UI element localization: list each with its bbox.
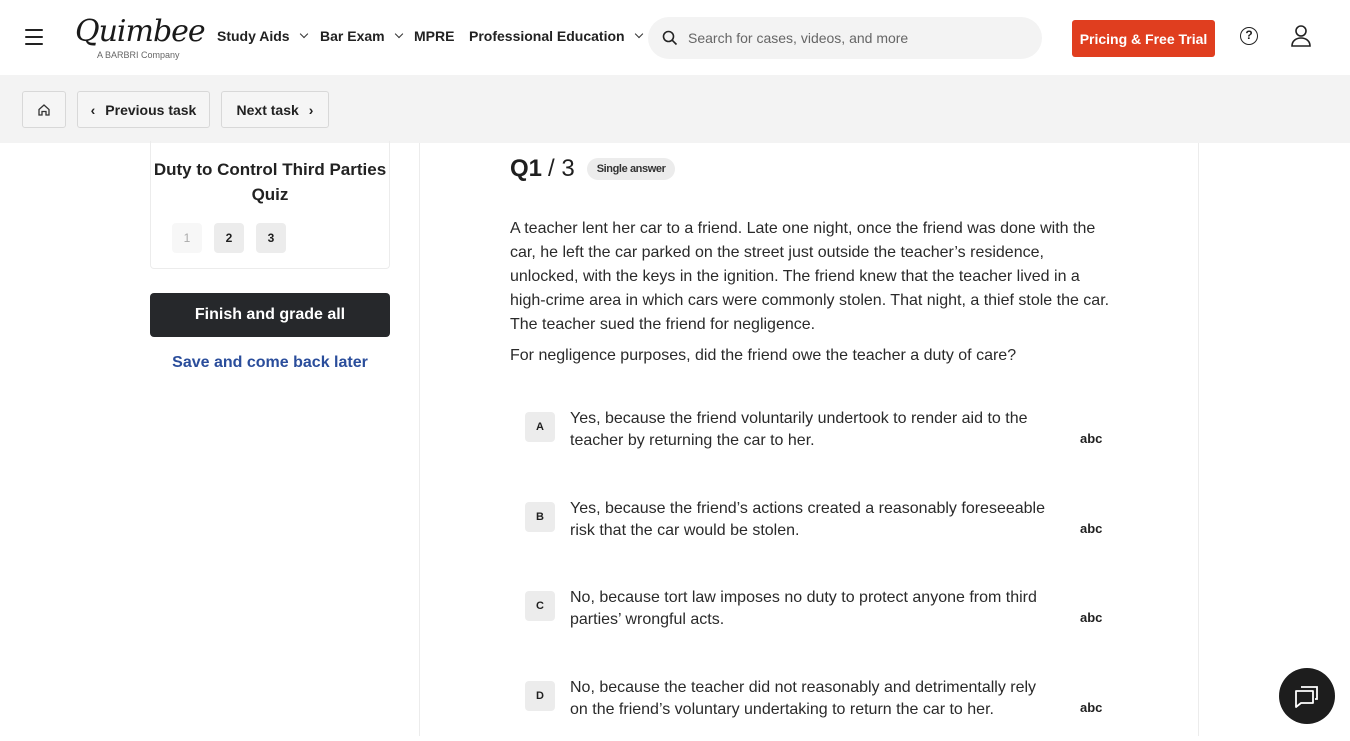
save-and-come-back-link[interactable]: Save and come back later xyxy=(172,354,368,371)
strikethrough-toggle[interactable]: abc xyxy=(1080,610,1103,625)
option-text: Yes, because the friend’s actions created a reasonably foreseeable risk that the car would be stolen. xyxy=(570,500,1045,539)
top-nav xyxy=(0,0,1350,75)
task-toolbar xyxy=(0,75,1350,143)
chevron-down-icon xyxy=(394,30,402,38)
chat-bubbles-icon xyxy=(1293,683,1321,709)
chevron-left-icon: ‹ xyxy=(90,101,96,118)
finish-and-grade-button[interactable]: Finish and grade all xyxy=(150,293,390,337)
quiz-sidebar xyxy=(0,143,420,736)
option-text: No, because tort law imposes no duty to protect anyone from third parties’ wrongful acts. xyxy=(570,589,1037,628)
nav-label: Bar Exam xyxy=(320,28,385,44)
chevron-right-icon: › xyxy=(308,101,314,118)
question-page-2[interactable]: 2 xyxy=(214,223,244,253)
user-account-icon[interactable] xyxy=(1291,25,1311,47)
option-text: No, because the teacher did not reasonably and detrimentally rely on the friend’s voluntary undertaking to return the car to her. xyxy=(570,679,1037,718)
answer-option-c[interactable] xyxy=(525,591,1105,651)
home-icon xyxy=(37,103,51,117)
nav-label: Study Aids xyxy=(217,28,290,44)
logo-subtitle: A BARBRI Company xyxy=(97,50,180,60)
nav-bar-exam[interactable] xyxy=(320,28,402,44)
search-bar[interactable] xyxy=(648,17,1042,59)
strikethrough-toggle[interactable]: abc xyxy=(1080,521,1103,536)
question-prompt: For negligence purposes, did the friend owe the teacher a duty of care? xyxy=(510,347,1017,364)
chevron-down-icon xyxy=(634,30,642,38)
question-page-1[interactable]: 1 xyxy=(172,223,202,253)
pricing-free-trial-button[interactable]: Pricing & Free Trial xyxy=(1072,20,1215,57)
question-header xyxy=(510,155,675,183)
previous-task-label: Previous task xyxy=(105,101,197,118)
option-letter: C xyxy=(525,591,555,621)
chevron-down-icon xyxy=(299,30,307,38)
question-number: Q1 xyxy=(510,155,543,182)
option-letter: A xyxy=(525,412,555,442)
next-task-label: Next task xyxy=(236,101,299,118)
strikethrough-toggle[interactable]: abc xyxy=(1080,431,1103,446)
next-task-button[interactable] xyxy=(221,91,329,128)
option-text: Yes, because the friend voluntarily undertook to render aid to the teacher by returning the car to her. xyxy=(570,410,1028,449)
option-letter: B xyxy=(525,502,555,532)
home-button[interactable] xyxy=(22,91,66,128)
option-letter: D xyxy=(525,681,555,711)
nav-label: Professional Education xyxy=(469,28,625,44)
nav-label: MPRE xyxy=(414,28,455,44)
search-input[interactable] xyxy=(688,30,1018,46)
question-stem: A teacher lent her car to a friend. Late one night, once the friend was done with the car, he left the car parked on the street just outside the teacher’s residence, unlocked, with the keys in the ignition. The friend knew that the teacher lived in a high-crime area in which cars were commonly stolen. That night, a thief stole the car. The teacher sued the friend for negligence. xyxy=(510,220,1110,333)
nav-professional-education[interactable] xyxy=(469,28,642,44)
chat-button[interactable] xyxy=(1279,668,1335,724)
help-icon[interactable]: ? xyxy=(1240,27,1258,45)
answer-type-badge: Single answer xyxy=(587,158,676,180)
previous-task-button[interactable] xyxy=(77,91,210,128)
answer-option-d[interactable] xyxy=(525,681,1105,741)
nav-mpre[interactable] xyxy=(414,28,454,44)
quiz-title: Duty to Control Third Parties Quiz xyxy=(153,160,387,204)
quimbee-logo[interactable] xyxy=(75,14,205,60)
question-total: / 3 xyxy=(548,155,575,182)
quiz-card xyxy=(150,141,390,269)
strikethrough-toggle[interactable]: abc xyxy=(1080,700,1103,715)
search-icon xyxy=(662,30,678,46)
divider xyxy=(1198,143,1199,736)
answer-option-a[interactable] xyxy=(525,412,1105,472)
logo-text: Quimbee xyxy=(75,14,205,49)
question-pager xyxy=(172,223,286,253)
question-page-3[interactable]: 3 xyxy=(256,223,286,253)
nav-study-aids[interactable] xyxy=(217,28,307,44)
hamburger-menu-icon[interactable] xyxy=(25,29,43,45)
answer-option-b[interactable] xyxy=(525,502,1105,562)
